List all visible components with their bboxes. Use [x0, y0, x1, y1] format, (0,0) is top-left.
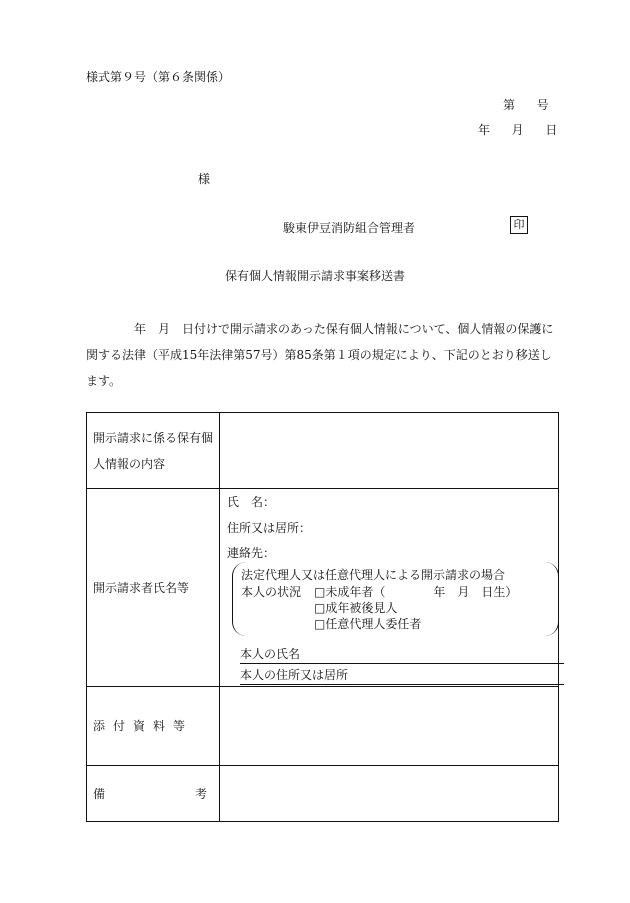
document-number	[503, 96, 549, 113]
date-day: 日	[545, 123, 558, 137]
proxy-heading: 法定代理人又は任意代理人による開示請求の場合	[241, 568, 506, 582]
principal-name-field[interactable]: 本人の氏名	[240, 646, 564, 664]
proxy-bracket	[232, 562, 559, 636]
body-date-phrase: 年 月 日付けで	[134, 322, 231, 336]
applicant-value	[220, 489, 559, 687]
content-value[interactable]	[220, 413, 559, 489]
body-paragraph	[86, 316, 562, 394]
address-field[interactable]: 住所又は居所：	[227, 521, 312, 535]
doc-number-suffix: 号	[536, 98, 549, 112]
attachments-label: 添付資料等	[87, 687, 220, 766]
principal-status-label: 本人の状況	[241, 585, 302, 599]
remarks-label-left: 備	[93, 786, 106, 801]
remarks-value[interactable]	[220, 766, 559, 822]
sender-name: 駿東伊豆消防組合管理者	[283, 221, 416, 235]
date-year: 年	[478, 123, 491, 137]
attachments-value[interactable]	[220, 687, 559, 766]
principal-address-field[interactable]: 本人の住所又は居所	[240, 667, 564, 685]
remarks-label-right: 考	[194, 786, 207, 801]
document-title: 保有個人情報開示請求事案移送書	[224, 269, 405, 283]
voluntary-agent-checkbox[interactable]: □任意代理人委任者	[314, 617, 422, 631]
name-field[interactable]: 氏 名：	[227, 495, 276, 509]
form-number-label: 様式第９号（第６条関係）	[86, 70, 231, 84]
doc-number-prefix: 第	[503, 98, 516, 112]
table-row-attachments	[87, 687, 559, 766]
contact-field[interactable]: 連絡先：	[227, 546, 276, 560]
minor-checkbox[interactable]: □未成年者（ 年 月 日生）	[314, 585, 518, 599]
date-month: 月	[511, 123, 524, 137]
adult-ward-checkbox[interactable]: □成年被後見人	[314, 601, 398, 615]
content-label: 開示請求に係る保有個人情報の内容	[87, 413, 220, 489]
seal-mark: 印	[510, 216, 528, 234]
table-row-content	[87, 413, 559, 489]
applicant-label: 開示請求者氏名等	[87, 489, 220, 687]
body-text: 開示請求のあった保有個人情報について、個人情報の保護に関する法律（平成15年法律第57号）第85条第１項の規定により、下記のとおり移送します。	[86, 322, 554, 388]
transfer-details-table	[86, 412, 559, 822]
table-row-remarks	[87, 766, 559, 822]
addressee-suffix: 様	[198, 172, 211, 186]
remarks-label	[87, 766, 220, 822]
table-row-applicant	[87, 489, 559, 687]
document-date	[478, 121, 557, 138]
